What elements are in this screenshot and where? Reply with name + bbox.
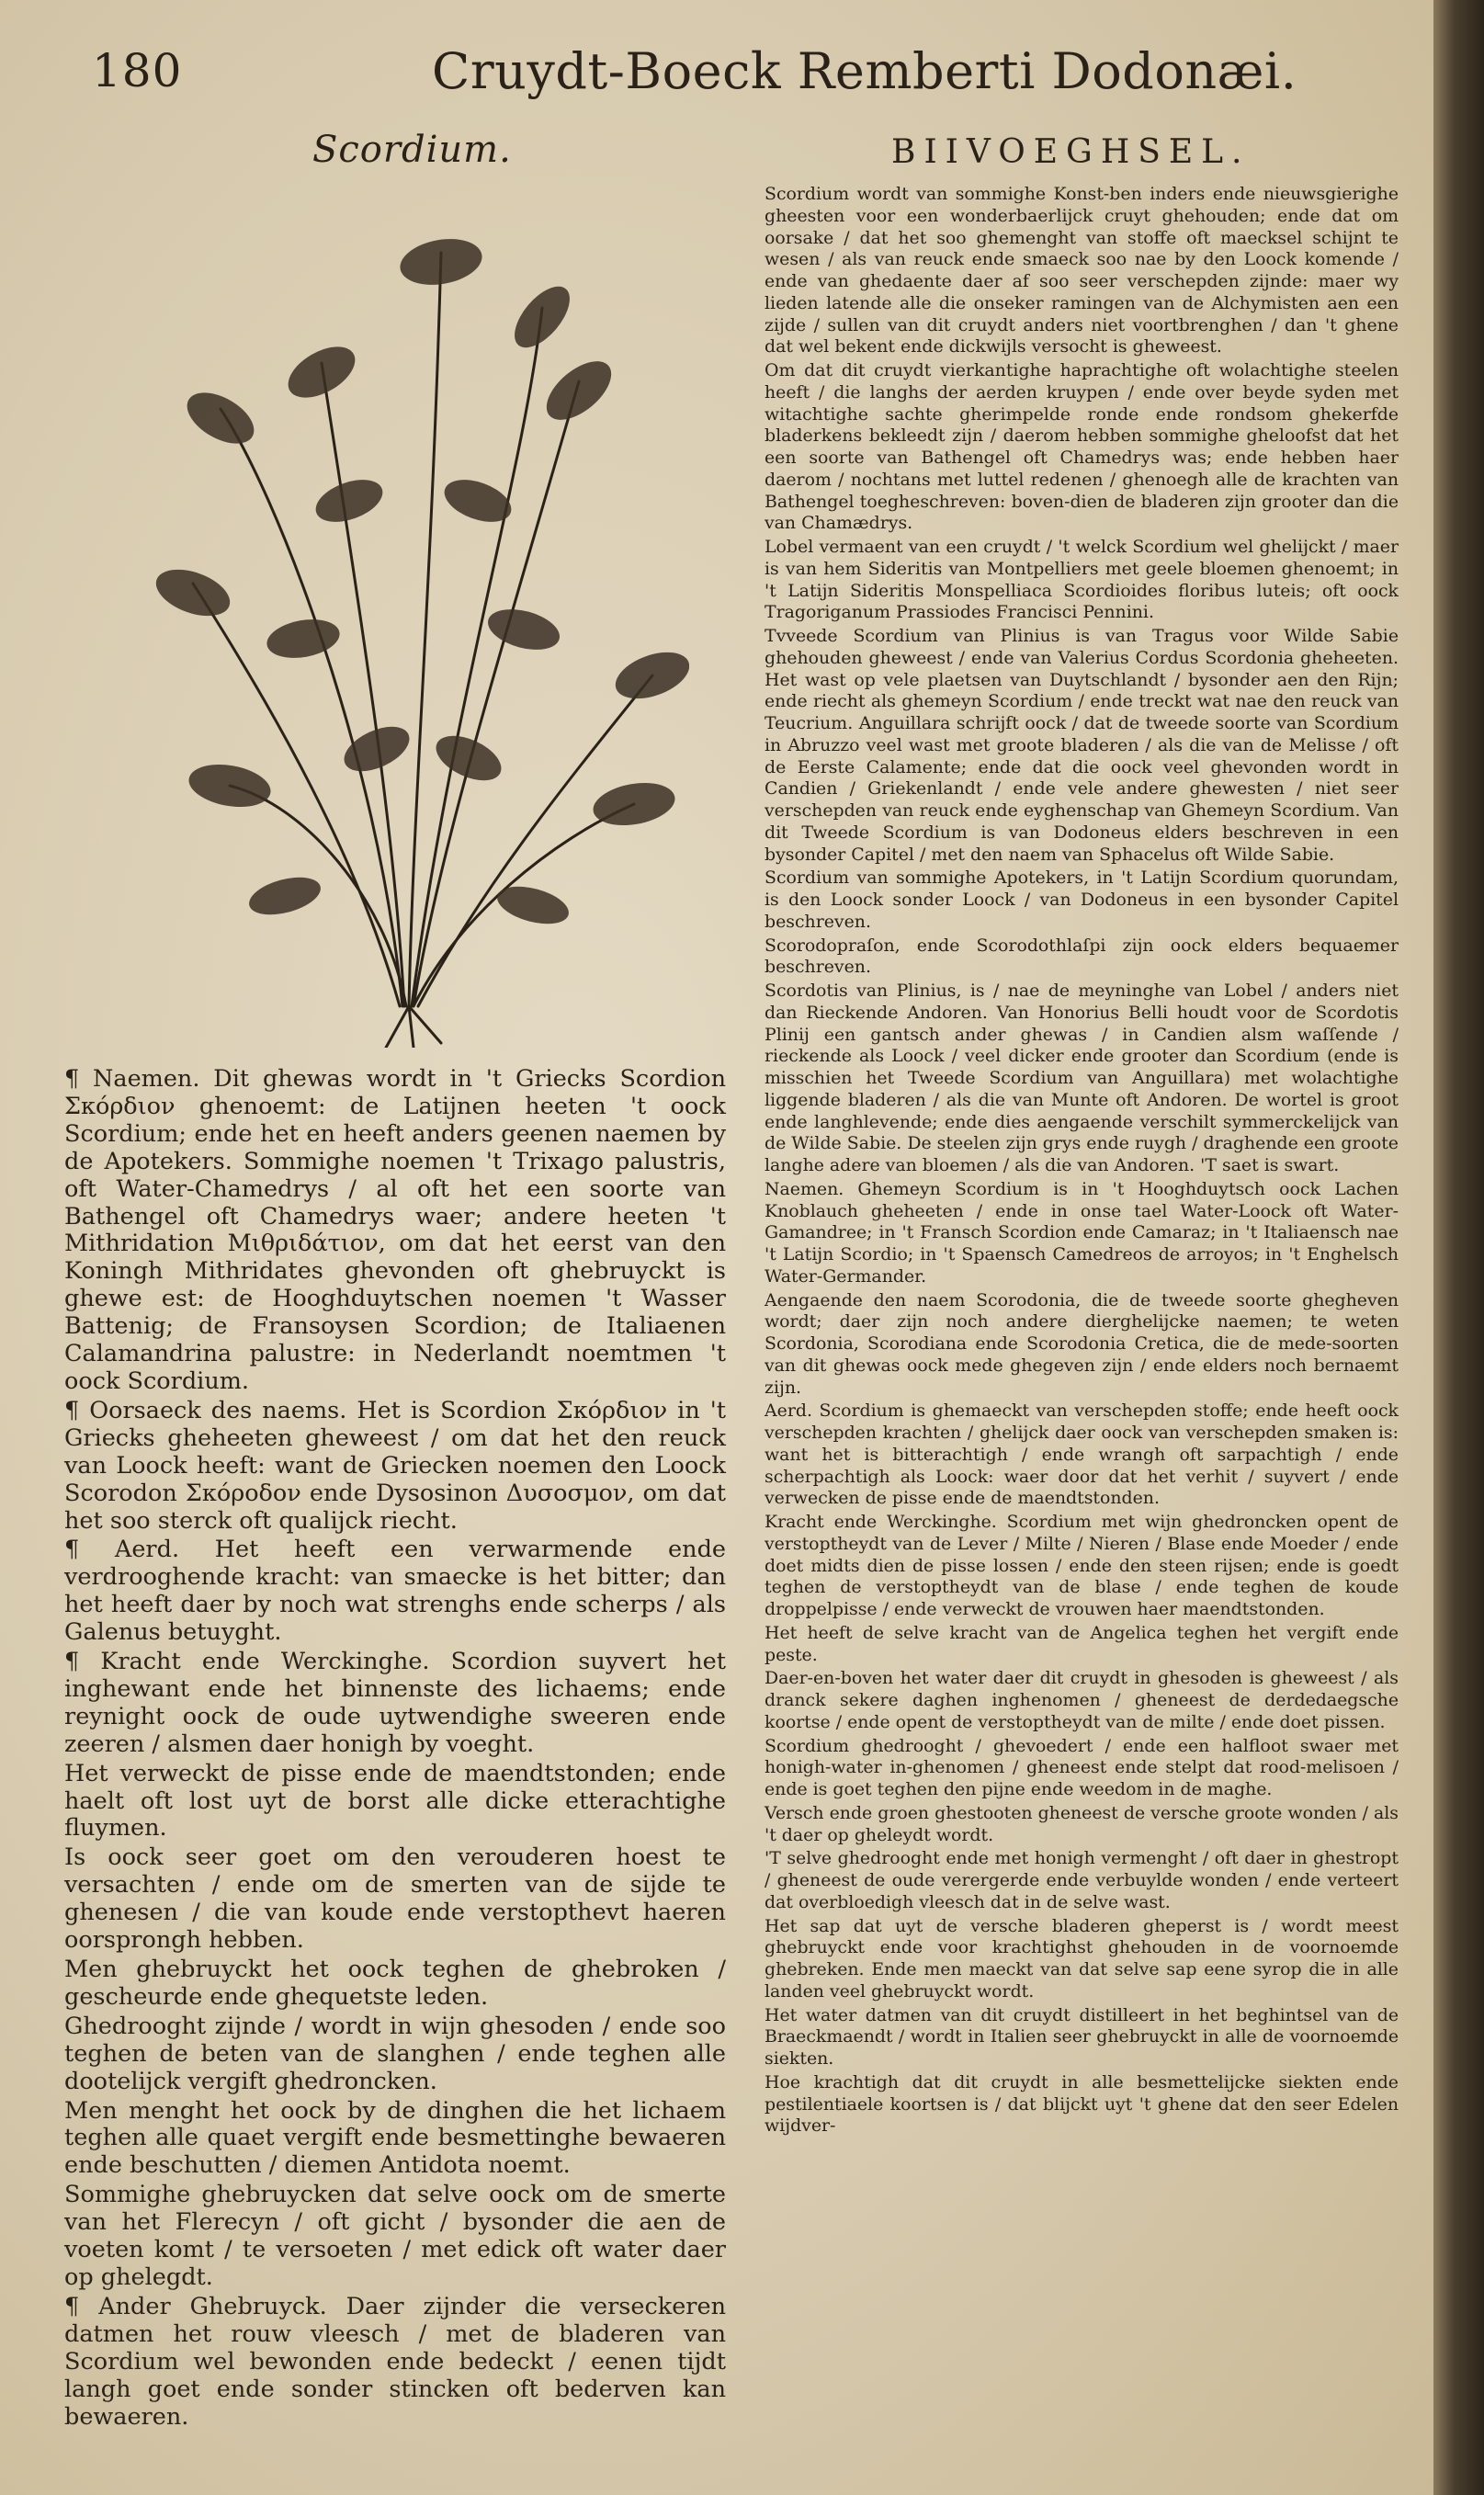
paragraph: Het verweckt de pisse ende de maendtstonden; ende haelt oft lost uyt de borst alle dicke etterachtighe fluymen. <box>64 1759 726 1843</box>
right-column-text <box>765 184 1399 2139</box>
paragraph: Hoe krachtigh dat dit cruydt in alle besmettelijcke siekten ende pestilentiaele koortsen is / dat blijckt uyt 't ghene dat den seer Edelen wijdver- <box>765 2071 1399 2137</box>
paragraph-virtues: Kracht ende Werckinghe. Scordium met wijn ghedroncken opent de verstoptheydt van de Lever / Milte / Nieren / Blase ende Moeder / ende doet midts dien de pisse lossen / ende den steen rijsen; ende is goedt teghen de verstoptheydt van de blase / ende teghen de koude droppelpisse / ende verweckt de vrouwen haer maendtstonden. <box>765 1512 1399 1619</box>
paragraph-virtues: ¶ Kracht ende Werckinghe. Scordion suyvert het inghewant ende het binnenste des lichaems; ende reynight oock de oude uytwendighe sweeren ende zeeren / alsmen daer honigh by voeght. <box>64 1648 726 1758</box>
page-number: 180 <box>92 44 183 97</box>
paragraph-intro: Scordium wordt van sommighe Konst-ben inders ende nieuwsgierighe gheesten voor een wonderbaerlijck cruyt ghehouden; ende dat om oorsake / dat het soo ghemenght van stoffe oft maecksel schijnt te wesen / als van reuck ende smaeck soo nae by den Loock komende / ende van ghedaente daer af soo seer verschepden zijnde: maer wy lieden latende alle die onseker ramingen van de Alchymisten aen een zijde / sullen van dit cruydt anders niet voortbrenghen / dan 't ghene dat wel bekent ende dickwijls versocht is gheweest. <box>765 184 1399 357</box>
paragraph: Versch ende groen ghestooten gheneest de versche groote wonden / als 't daer op gheleydt wordt. <box>765 1802 1399 1845</box>
plant-woodcut-illustration <box>138 198 689 1048</box>
paragraph-names: Naemen. Ghemeyn Scordium is in 't Hooghduytsch oock Lachen Knoblauch gheheeten / ende in onse tael Water-Loock oft Water-Gamandree; in 't Fransch Scordion ende Camaraz; in 't Italiaensch nae 't Latijn Scordio; in 't Spaensch Camedreos de arroyos; in 't Enghelsch Water-Germander. <box>765 1178 1399 1287</box>
paragraph: Is oock seer goet om den verouderen hoest te versachten / ende om de smerten van de sijde te ghenesen / die van koude ende verstopthevt haeren oorsprongh hebben. <box>64 1843 726 1955</box>
left-column-text <box>64 1066 726 2433</box>
paragraph-nature: ¶ Aerd. Het heeft een verwarmende ende verdrooghende kracht: van smaecke is het bitter; dan het heeft daer by noch wat strenghs ende scherps / als Galenus betuyght. <box>64 1536 726 1647</box>
paragraph: Scorodopraſon, ende Scorodothlaſpi zijn oock elders bequaemer beschreven. <box>765 935 1399 978</box>
paragraph: Aengaende den naem Scorodonia, die de tweede soorte ghegheven wordt; daer zijn noch andere dierghelijcke naemen; te weten Scordonia, Scorodiana ende Scorodonia Cretica, die de mede-soorten van dit ghewas oock mede ghegeven zijn / ende elders noch bernaemt zijn. <box>765 1289 1399 1398</box>
paragraph-nature: Aerd. Scordium is ghemaeckt van verschepden stoffe; ende heeft oock verschepden krachten / ghelijck daer oock van verschepden smaken is: want het is bitterachtigh / ende wrangh oft sarpachtigh / ende scherpachtigh als Loock: waer door dat het verhit / suyvert / ende verwecken de pisse ende de maendtstonden. <box>765 1401 1399 1509</box>
paragraph: 'T selve ghedrooght ende met honigh vermenght / oft daer in ghestropt / gheneest de oude verergerde ende verbuylde wonden / ende verteert dat overbloedigh vleesch dat in de selve wast. <box>765 1848 1399 1912</box>
paragraph: Het sap dat uyt de versche bladeren gheperst is / wordt meest ghebruyckt ende voor krachtighst ghehouden in de voornoemde ghebreken. Ende men maeckt van dat selve sap eene syrop die in alle landen veel ghebruyckt wordt. <box>765 1915 1399 2002</box>
page-header <box>83 37 1388 110</box>
paragraph: Om dat dit cruydt vierkantighe haprachtighe oft wolachtighe steelen heeft / die langhs der aerden kruypen / ende over beyde syden met witachtighe sachte gherimpelde ronde ende rondsom ghekerfde bladerkens bekleedt zijn / daerom hebben sommighe gheloofst dat het een soorte van Bathengel oft Chamedrys was; ende hebben haer daerom / nochtans met luttel redenen / ghenoegh alle de krachten van Bathengel toegheschreven: boven-dien de bladeren zijn grooter dan die van Chamædrys. <box>765 360 1399 534</box>
section-title: BIIVOEGHSEL. <box>891 133 1251 171</box>
paragraph: Scordium van sommighe Apotekers, in 't Latijn Scordium quorundam, is den Loock sonder Loock / van Dodoneus in een bysonder Capitel beschreven. <box>765 868 1399 932</box>
paragraph: Het water datmen van dit cruydt distilleert in het beghintsel van de Braeckmaendt / wordt in Italien seer ghebruyckt in alle de voornoemde siekten. <box>765 2004 1399 2069</box>
paragraph-name-origin: ¶ Oorsaeck des naems. Het is Scordion Σκόρδιον in 't Griecks gheheeten gheweest / om dat het den reuck van Loock heeft: want de Griecken noemen den Loock Scorodon Σκόροδον ende Dysosinon Δυσοσμον, om dat het soo sterck oft qualijck riecht. <box>64 1396 726 1535</box>
paragraph: Scordium ghedrooght / ghevoedert / ende een halfloot swaer met honigh-water in-ghenomen / gheneest ende stelpt dat rood-melisoen / ende is goet teghen den pijne ende weedom in de maghe. <box>765 1735 1399 1799</box>
plant-title: Scordium. <box>312 129 512 171</box>
book-gutter <box>1433 0 1484 2495</box>
paragraph-other-use: ¶ Ander Ghebruyck. Daer zijnder die verseckeren datmen het rouw vleesch / met de bladeren van Scordium wel bewonden ende bedeckt / eenen tijdt langh goet ende sonder stincken oft bederven kan bewaeren. <box>64 2292 726 2431</box>
paragraph: Sommighe ghebruycken dat selve oock om de smerte van het Flerecyn / oft gicht / bysonder die aen de voeten komt / te versoeten / met edick oft water daer op ghelegdt. <box>64 2181 726 2291</box>
paragraph: Men menght het oock by de dinghen die het lichaem teghen alle quaet vergift ende besmettinghe bewaeren ende beschutten / diemen Antidota noemt. <box>64 2096 726 2180</box>
paragraph: Tvveede Scordium van Plinius is van Tragus voor Wilde Sabie ghehouden gheweest / ende van Valerius Cordus Scordonia gheheeten. Het wast op vele plaetsen van Duytschlandt / bysonder aen den Rijn; ende riecht als ghemeyn Scordium / ende treckt wat nae den reuck van Teucrium. Anguillara schrijft oock / dat de tweede soorte van Scordium in Abruzzo veel wast met groote bladeren / als die van de Melisse / oft de Eerste Calamente; ende dat die oock veel ghevonden wordt in Candien / Griekenlandt / ende vele andere ghewesten / niet seer verschepden van reuck ende eyghenschap van Ghemeyn Scordium. Van dit Tweede Scordium is van Dodoneus elders beschreven in een bysonder Capitel / met den naem van Sphacelus oft Wilde Sabie. <box>765 626 1399 865</box>
paragraph: Men ghebruyckt het oock teghen de ghebroken / gescheurde ende ghequetste leden. <box>64 1956 726 2011</box>
paragraph-names: ¶ Naemen. Dit ghewas wordt in 't Griecks Scordion Σκόρδιον ghenoemt: de Latijnen heeten 't oock Scordium; ende het en heeft anders geenen naemen by de Apotekers. Sommighe noemen 't Trixago palustris, oft Water-Chamedrys / al oft het een soorte van Bathengel oft Chamedrys waer; andere heeten 't Mithridation Μιθριδάτιον, om dat het eerst van den Koningh Mithridates ghevonden oft ghebruyckt is ghewe est: de Hooghduytschen noemen 't Wasser Battenig; de Fransoysen Scordion; de Italiaenen Calamandrina palustre: in Nederlandt noemtmen 't oock Scordium. <box>64 1065 726 1395</box>
paragraph: Daer-en-boven het water daer dit cruydt in ghesoden is gheweest / als dranck sekere daghen inghenomen / gheneest de derdedaegsche koortse / ende opent de verstoptheydt van de milte / ende doet pissen. <box>765 1668 1399 1732</box>
paragraph: Scordotis van Plinius, is / nae de meyninghe van Lobel / anders niet dan Rieckende Andoren. Van Honorius Belli houdt voor de Scordotis Plinij een gantsch ander ghewas / in Candien alsm waſſende / rieckende als Loock / veel dicker ende grooter dan Scordium (ende is misschien het Tweede Scordium van Anguillara) met wolachtighe liggende bladeren / als die van Munte oft Andoren. De wortel is groot ende langhlevende; ende dies aengaende verschilt symmerckelijck van de Wilde Sabie. De steelen zijn grys ende ruygh / draghende een groote langhe adere van bloemen / als die van Andoren. 'T saet is swart. <box>765 981 1399 1175</box>
running-head: Cruydt-Boeck Remberti Dodonæi. <box>432 42 1297 100</box>
paragraph: Lobel vermaent van een cruydt / 't welck Scordium wel ghelijckt / maer is van hem Sideritis van Montpelliers met geele bloemen ghenoemt; in 't Latijn Sideritis Monspelliaca Scordioides floribus luteis; oft oock Tragoriganum Prassiodes Francisci Pennini. <box>765 537 1399 623</box>
paragraph: Ghedrooght zijnde / wordt in wijn ghesoden / ende soo teghen de beten van de slanghen / ende teghen alle dootelijck vergift ghedroncken. <box>64 2012 726 2095</box>
paragraph: Het heeft de selve kracht van de Angelica teghen het vergift ende peste. <box>765 1622 1399 1665</box>
